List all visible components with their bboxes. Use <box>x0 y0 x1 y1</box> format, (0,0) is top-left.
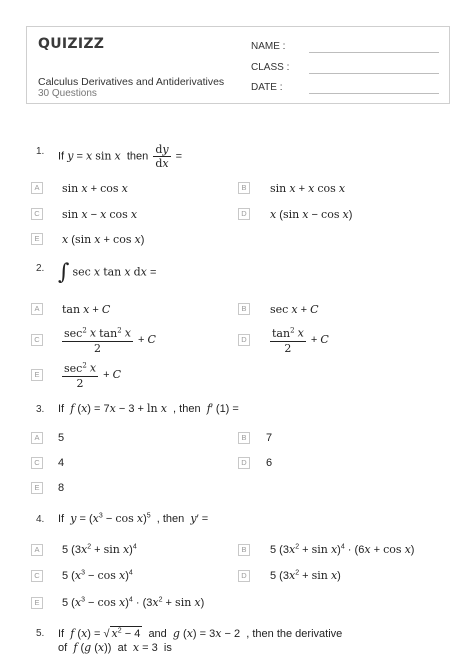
option-text[interactable]: 7 <box>266 432 273 444</box>
question-text-line-2: of f (g (x)) at x = 3 is <box>58 641 172 654</box>
worksheet-header <box>26 26 450 104</box>
question-text: If $y = (x^3 - \cos x)^5$ , then y′ = <box>58 512 209 525</box>
option-letter-c[interactable]: C <box>31 457 43 469</box>
option-text[interactable]: x (sin x − cos x) <box>270 208 353 221</box>
option-letter-e[interactable]: E <box>31 369 43 381</box>
name-label: NAME : <box>251 41 286 52</box>
worksheet-title: Calculus Derivatives and Antiderivatives <box>38 76 225 88</box>
option-text[interactable]: $\frac{\sec^2 x}{2}$ + C <box>64 361 122 390</box>
question-number: 3. <box>36 404 45 415</box>
option-text[interactable]: sin x − x cos x <box>62 208 138 221</box>
option-text[interactable]: sec x + C <box>270 303 319 316</box>
question-number: 5. <box>36 628 45 639</box>
option-letter-d[interactable]: D <box>238 208 250 220</box>
option-text[interactable]: 5 $(x^3 - \cos x)^4 \cdot (3x^2 + \sin x)$ <box>62 596 205 609</box>
date-label: DATE : <box>251 82 283 93</box>
option-text[interactable]: sin x + x cos x <box>270 182 346 195</box>
option-letter-e[interactable]: E <box>31 597 43 609</box>
question-number: 2. <box>36 263 45 274</box>
class-label: CLASS : <box>251 62 290 73</box>
option-text[interactable]: x (sin x + cos x) <box>62 233 145 246</box>
question-text: ∫ sec x tan x dx = <box>58 260 157 285</box>
question-text-line-1: If f (x) = √ $x^2 - 4$ and g (x) = 3x − 2 , then the derivative <box>58 627 343 640</box>
date-field[interactable] <box>309 93 439 94</box>
question-text: If f (x) = 7x − 3 + ln x , then f′ (1) = <box>58 402 239 415</box>
question-number: 4. <box>36 514 45 525</box>
name-field[interactable] <box>309 52 439 53</box>
option-letter-b[interactable]: B <box>238 544 250 556</box>
option-text[interactable]: 4 <box>58 457 65 469</box>
option-letter-b[interactable]: B <box>238 303 250 315</box>
option-letter-d[interactable]: D <box>238 334 250 346</box>
option-letter-a[interactable]: A <box>31 182 43 194</box>
option-text[interactable]: $\frac{\sec^2 x \tan^2 x}{2}$ + C <box>64 326 156 355</box>
class-field[interactable] <box>309 73 439 74</box>
option-text[interactable]: 5 $(3x^2 + \sin x)^4$ <box>62 543 137 556</box>
option-letter-a[interactable]: A <box>31 544 43 556</box>
option-text[interactable]: sin x + cos x <box>62 182 128 195</box>
quizizz-logo: QUIZIZZ <box>38 36 105 52</box>
option-text[interactable]: 6 <box>266 457 273 469</box>
option-text[interactable]: 5 <box>58 432 65 444</box>
option-letter-c[interactable]: C <box>31 334 43 346</box>
option-text[interactable]: 5 $(3x^2 + \sin x)^4 \cdot (6x + \cos x)$ <box>270 543 415 556</box>
option-letter-b[interactable]: B <box>238 182 250 194</box>
option-letter-c[interactable]: C <box>31 208 43 220</box>
option-text[interactable]: tan x + C <box>62 303 111 316</box>
option-text[interactable]: 5 $(3x^2 + \sin x)$ <box>270 569 341 582</box>
option-letter-a[interactable]: A <box>31 303 43 315</box>
option-text[interactable]: 5 $(x^3 - \cos x)^4$ <box>62 569 133 582</box>
question-text: If y = x sin x then $\frac{dy}{dx}$ = <box>58 143 183 170</box>
question-count: 30 Questions <box>38 88 97 99</box>
option-letter-a[interactable]: A <box>31 432 43 444</box>
option-letter-e[interactable]: E <box>31 233 43 245</box>
option-text[interactable]: 8 <box>58 482 65 494</box>
question-number: 1. <box>36 146 45 157</box>
option-letter-c[interactable]: C <box>31 570 43 582</box>
option-letter-d[interactable]: D <box>238 570 250 582</box>
option-text[interactable]: $\frac{\tan^2 x}{2}$ + C <box>272 326 329 355</box>
option-letter-b[interactable]: B <box>238 432 250 444</box>
option-letter-e[interactable]: E <box>31 482 43 494</box>
option-letter-d[interactable]: D <box>238 457 250 469</box>
